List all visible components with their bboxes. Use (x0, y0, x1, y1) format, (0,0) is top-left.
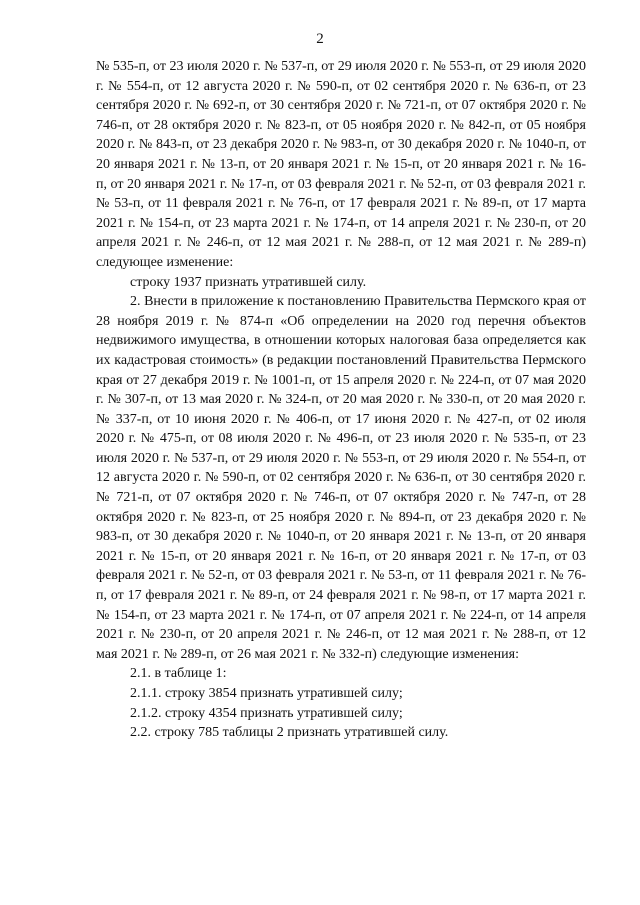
list-item-2-1: 2.1. в таблице 1: (130, 666, 227, 682)
list-item-2-1-2: 2.1.2. строку 4354 признать утратившей силу; (130, 705, 403, 721)
list-item-2-2: 2.2. строку 785 таблицы 2 признать утратившей силу. (130, 725, 449, 741)
list-item-2-1-1: 2.1.1. строку 3854 признать утратившей силу; (130, 686, 403, 701)
paragraph-amendment-list: № 535-п, от 23 июля 2020 г. № 537-п, от 29 июля 2020 г. № 553-п, от 29 июля 2020 г. № 554-п, от 12 августа 2020 г. № 590-п, от 02 сентября 2020 г. № 636-п, от 23 сентября 2020 г. № 692-п, от 30 сентября 2020 г. № 721-п, от 07 октября 2020 г. № 746-п, от 28 октября 2020 г. № 823-п, от 05 ноября 2020 г. № 842-п, от 05 ноября 2020 г. № 843-п, от 23 декабря 2020 г. № 983-п, от 30 декабря 2020 г. № 1040-п, от 20 января 2021 г. № 13-п, от 20 января 2021 г. № 15-п, от 20 января 2021 г. № 16-п, от 20 января 2021 г. № 17-п, от 03 февраля 2021 г. № 52-п, от 03 февраля 2021 г. № 53-п, от 11 февраля 2021 г. № 76-п, от 17 февраля 2021 г. № 89-п, от 17 марта 2021 г. № 154-п, от 23 марта 2021 г. № 174-п, от 14 апреля 2021 г. № 230-п, от 20 апреля 2021 г. № 246-п, от 12 мая 2021 г. № 288-п, от 12 мая 2021 г. № 289-п) следующее изменение: (96, 59, 586, 270)
paragraph-row-1937: строку 1937 признать утратившей силу. (130, 274, 367, 290)
document-body (96, 57, 586, 743)
paragraph-section-2: 2. Внести в приложение к постановлению Правительства Пермского края от 28 ноября 2019 г. № 874-п «Об определении на 2020 год перечня объектов недвижимого имущества, в отношении которых налоговая база определяется как их кадастровая стоимость» (в редакции постановлений Правительства Пермского края от 27 декабря 2019 г. № 1001-п, от 15 апреля 2020 г. № 224-п, от 07 мая 2020 г. № 307-п, от 13 мая 2020 г. № 324-п, от 20 мая 2020 г. № 330-п, от 20 мая 2020 г. № 337-п, от 10 июня 2020 г. № 406-п, от 17 июня 2020 г. № 427-п, от 02 июля 2020 г. № 475-п, от 08 июля 2020 г. № 496-п, от 23 июля 2020 г. № 535-п, от 23 июля 2020 г. № 537-п, от 29 июля 2020 г. № 553-п, от 29 июля 2020 г. № 554-п, от 12 августа 2020 г. № 590-п, от 02 сентября 2020 г. № 636-п, от 30 сентября 2020 г. № 721-п, от 07 октября 2020 г. № 746-п, от 07 октября 2020 г. № 747-п, от 28 октября 2020 г. № 823-п, от 25 ноября 2020 г. № 894-п, от 23 декабря 2020 г. № 983-п, от 30 декабря 2020 г. № 1040-п, от 20 января 2021 г. № 13-п, от 20 января 2021 г. № 15-п, от 20 января 2021 г. № 16-п, от 20 января 2021 г. № 17-п, от 03 февраля 2021 г. № 52-п, от 03 февраля 2021 г. № 53-п, от 11 февраля 2021 г. № 76-п, от 17 февраля 2021 г. № 89-п, от 24 февраля 2021 г. № 98-п, от 17 марта 2021 г. № 154-п, от 23 марта 2021 г. № 174-п, от 07 апреля 2021 г. № 224-п, от 14 апреля 2021 г. № 230-п, от 20 апреля 2021 г. № 246-п, от 12 мая 2021 г. № 288-п, от 12 мая 2021 г. № 289-п, от 26 мая 2021 г. № 332-п) следующие изменения: (96, 294, 586, 662)
page-number: 2 (316, 31, 324, 47)
